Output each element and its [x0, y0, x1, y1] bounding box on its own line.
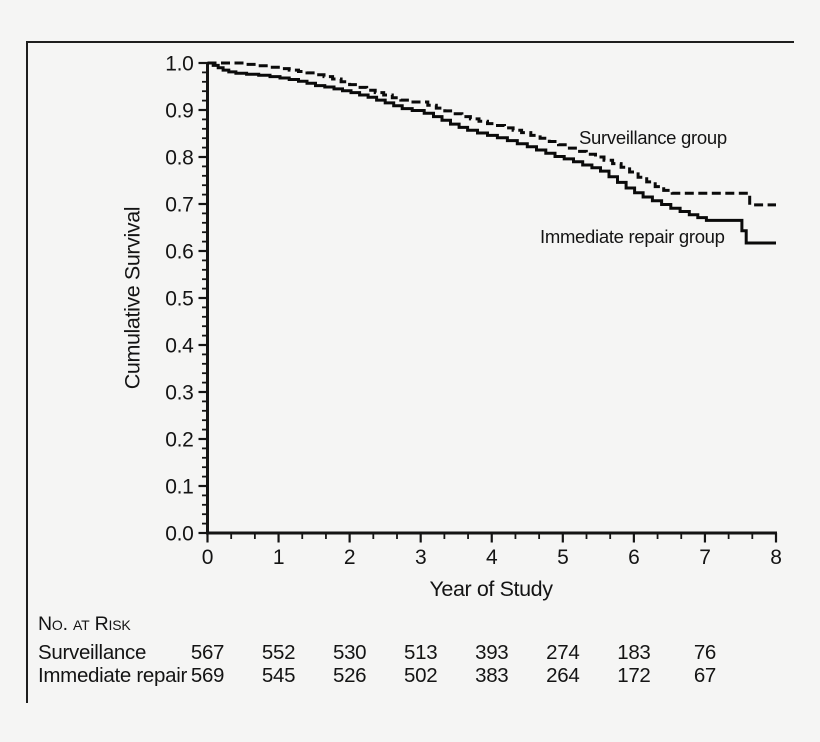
x-tick-labels: [202, 546, 782, 569]
risk-value: 183: [617, 641, 651, 664]
x-axis-title: Year of Study: [429, 577, 553, 601]
risk-value: 76: [693, 641, 717, 664]
risk-value: 526: [332, 664, 367, 687]
risk-row-immediate-repair: [0, 664, 820, 687]
risk-value: 393: [475, 641, 509, 664]
y-tick-label: 0.7: [165, 193, 194, 217]
y-tick-label: 1.0: [165, 52, 194, 76]
risk-value: 502: [404, 664, 438, 687]
immediate-repair-group-label: Immediate repair group: [540, 226, 725, 247]
immediate-repair-curve: [208, 63, 777, 243]
risk-value: 172: [617, 664, 651, 687]
x-tick-label: 3: [414, 546, 427, 569]
risk-value: 274: [546, 641, 580, 664]
x-tick-label: 1: [272, 546, 285, 569]
y-tick-label: 0.3: [165, 381, 194, 405]
x-tick-label: 4: [486, 546, 498, 569]
y-axis-title: Cumulative Survival: [120, 206, 145, 390]
risk-table-header: No. at Risk: [38, 613, 131, 635]
x-tick-label: 5: [557, 546, 569, 569]
risk-value: 383: [475, 664, 509, 687]
x-tick-label: 7: [699, 546, 711, 569]
risk-value: 530: [332, 641, 367, 664]
risk-value: 545: [261, 664, 296, 687]
y-tick-label: 0.1: [165, 475, 194, 499]
y-tick-label: 0.4: [165, 334, 194, 358]
y-tick-label: 0.6: [165, 240, 194, 264]
risk-value: 552: [261, 641, 296, 664]
risk-value: 567: [190, 641, 225, 664]
risk-value: 569: [190, 664, 225, 687]
x-tick-label: 6: [628, 546, 640, 569]
y-tick-label: 0.8: [165, 146, 194, 170]
y-tick-label: 0.9: [165, 99, 194, 123]
x-tick-label: 0: [201, 546, 214, 569]
surveillance-group-label: Surveillance group: [579, 127, 727, 148]
y-tick-label: 0.2: [165, 428, 194, 452]
risk-row-surveillance: [0, 641, 820, 664]
risk-value: 513: [404, 641, 438, 664]
x-tick-label: 2: [343, 546, 356, 569]
y-tick-label: 0.0: [165, 522, 194, 546]
x-tick-label: 8: [770, 546, 782, 569]
risk-value: 67: [693, 664, 717, 687]
risk-row-label: Immediate repair: [38, 664, 188, 687]
y-tick-labels: [165, 52, 194, 545]
risk-value: 264: [546, 664, 580, 687]
risk-row-label: Surveillance: [38, 641, 147, 664]
y-tick-label: 0.5: [165, 287, 194, 311]
